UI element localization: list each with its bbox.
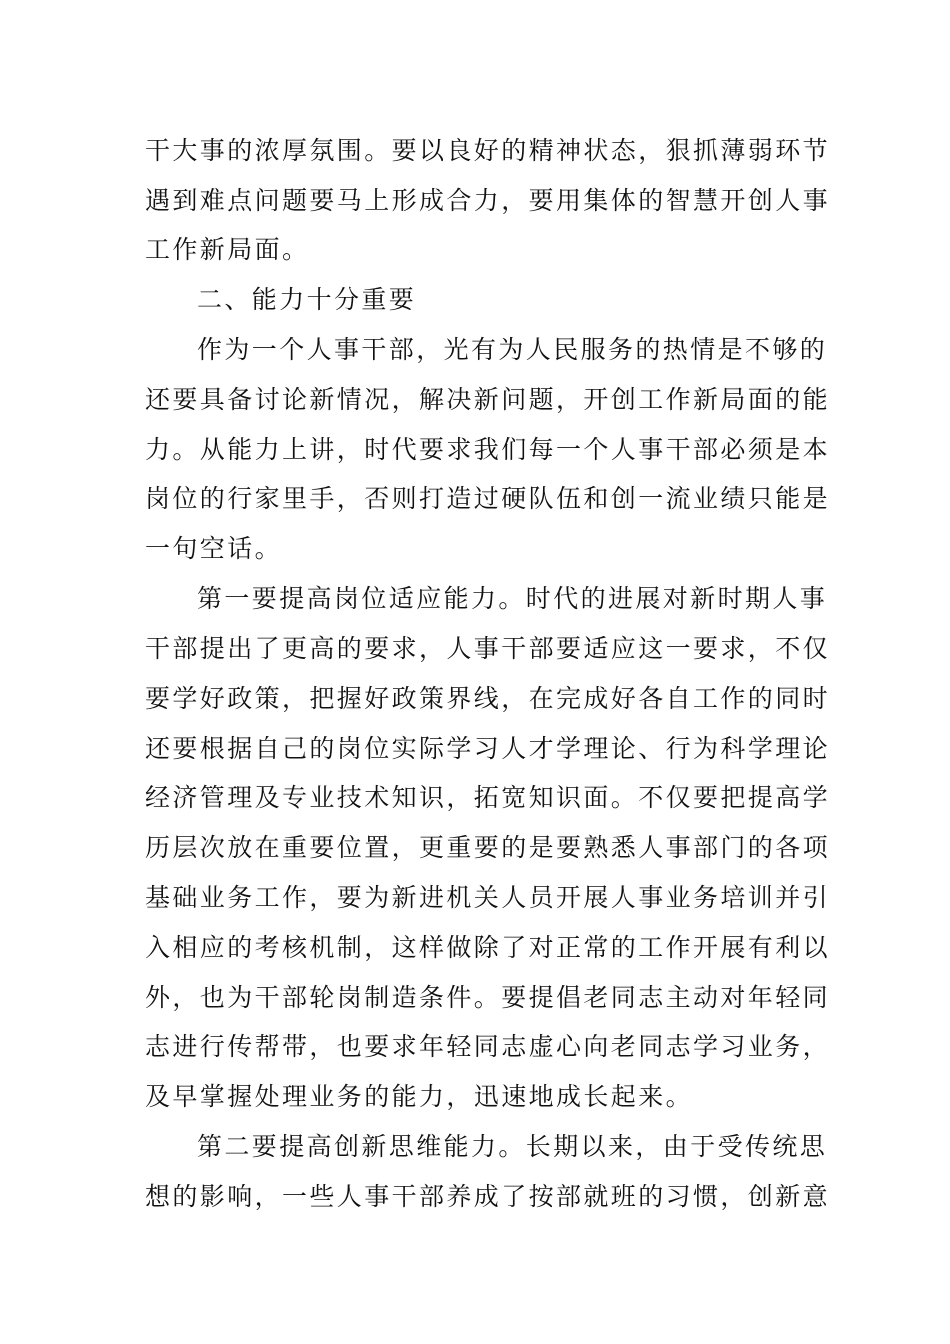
text-line: 要学好政策，把握好政策界线，在完成好各自工作的同时 <box>145 684 831 713</box>
text-line: 还要具备讨论新情况，解决新问题，开创工作新局面的能 <box>145 385 831 414</box>
paragraph-first-line: 第一要提高岗位适应能力。时代的进展对新时期人事 <box>197 584 828 613</box>
paragraph-first-line: 作为一个人事干部，光有为人民服务的热情是不够的 <box>197 335 828 364</box>
section-heading: 二、能力十分重要 <box>197 285 417 314</box>
text-line: 历层次放在重要位置，更重要的是要熟悉人事部门的各项 <box>145 833 831 862</box>
text-line: 力。从能力上讲，时代要求我们每一个人事干部必须是本 <box>145 435 831 464</box>
text-line: 志进行传帮带，也要求年轻同志虚心向老同志学习业务， <box>145 1032 831 1061</box>
text-line: 一句空话。 <box>145 534 283 563</box>
text-line: 想的影响，一些人事干部养成了按部就班的习惯，创新意 <box>145 1182 831 1211</box>
text-line: 岗位的行家里手，否则打造过硬队伍和创一流业绩只能是 <box>145 484 831 513</box>
text-line: 经济管理及专业技术知识，拓宽知识面。不仅要把提高学 <box>145 783 831 812</box>
text-line: 外，也为干部轮岗制造条件。要提倡老同志主动对年轻同 <box>145 983 831 1012</box>
text-line: 入相应的考核机制，这样做除了对正常的工作开展有利以 <box>145 933 831 962</box>
text-line: 及早掌握处理业务的能力，迅速地成长起来。 <box>145 1082 694 1111</box>
text-line: 工作新局面。 <box>145 235 310 264</box>
paragraph-first-line: 第二要提高创新思维能力。长期以来，由于受传统思 <box>197 1132 828 1161</box>
text-line: 干大事的浓厚氛围。要以良好的精神状态，狠抓薄弱环节 <box>145 136 831 165</box>
text-line: 还要根据自己的岗位实际学习人才学理论、行为科学理论 <box>145 734 831 763</box>
text-line: 干部提出了更高的要求，人事干部要适应这一要求，不仅 <box>145 634 831 663</box>
text-line: 基础业务工作，要为新进机关人员开展人事业务培训并引 <box>145 883 831 912</box>
text-line: 遇到难点问题要马上形成合力，要用集体的智慧开创人事 <box>145 186 831 215</box>
